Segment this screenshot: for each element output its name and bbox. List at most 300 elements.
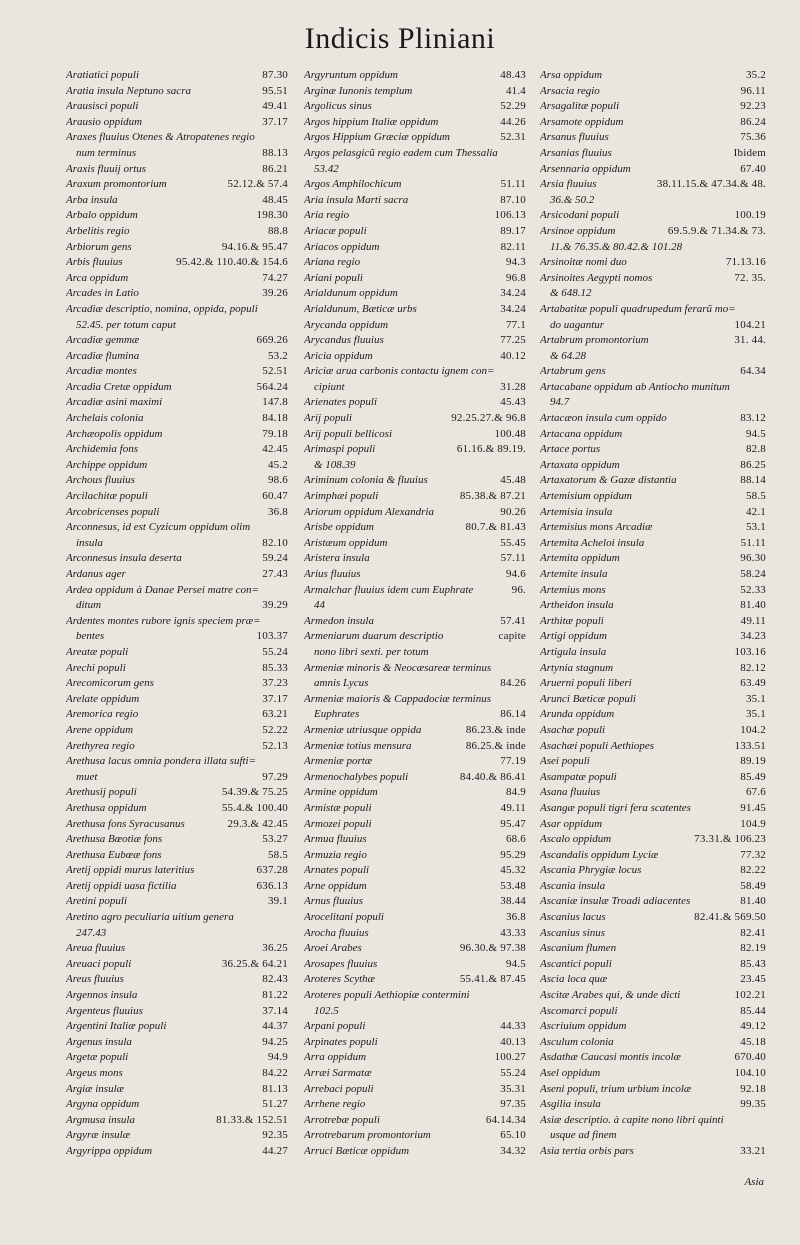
entry-term: Aretino agro peculiaria uitium genera (66, 911, 234, 924)
entry-term: Arsia fluuius (540, 178, 597, 191)
entry-term: Artemite insula (540, 568, 608, 580)
entry-term: bentes (76, 630, 105, 643)
index-entry (540, 692, 766, 708)
index-entry (66, 99, 288, 115)
entry-reference: 106.13 (494, 209, 526, 222)
entry-reference: 71.13.16 (725, 256, 766, 269)
entry-term: & 648.12 (550, 287, 592, 300)
index-entry (304, 614, 526, 630)
entry-reference: 669.26 (256, 334, 288, 347)
entry-reference: 34.24 (500, 302, 526, 315)
entry-reference: 52.29 (500, 100, 526, 113)
entry-term: Artemita Acheloi insula (540, 536, 645, 549)
entry-term: Arræi Sarmatæ (304, 1067, 372, 1079)
entry-term: Artabrum gens (540, 365, 606, 378)
index-entry (304, 894, 526, 910)
index-entry (540, 364, 766, 380)
entry-term: Arne oppidum (304, 879, 367, 892)
index-entry (304, 333, 526, 349)
index-entry (66, 427, 288, 443)
entry-reference: 95.42.& 110.40.& 154.6 (176, 256, 288, 269)
entry-term: Artynia stagnum (540, 661, 614, 674)
entry-term: Artacana oppidum (540, 427, 623, 440)
entry-reference: 74.27 (262, 271, 288, 284)
index-entry (540, 1019, 766, 1035)
index-entry (304, 208, 526, 224)
entry-term: Asia tertia orbis pars (540, 1144, 634, 1157)
index-entry (66, 1004, 288, 1020)
index-entry (540, 240, 766, 256)
index-entry (66, 629, 288, 645)
index-entry (66, 707, 288, 723)
index-entry (66, 1144, 288, 1160)
index-entry (304, 458, 526, 474)
index-entry (540, 1113, 766, 1129)
entry-term: Arbis fluuius (66, 256, 123, 269)
entry-reference: 102.21 (734, 989, 766, 1002)
entry-term: Aremorica regio (66, 708, 139, 721)
entry-term: Asdathæ Caucasi montis incolæ (540, 1051, 681, 1064)
index-entry (304, 193, 526, 209)
index-entry (304, 941, 526, 957)
entry-term: Aratiatici populi (66, 69, 140, 81)
entry-term: Arsanias fluuius (540, 146, 612, 159)
index-entry (540, 645, 766, 661)
entry-term: Armeniæ maioris & Cappadociæ terminus (304, 692, 492, 705)
index-entry (66, 1019, 288, 1035)
entry-reference: 84.22 (262, 1067, 288, 1079)
index-entry (540, 458, 766, 474)
entry-term: Aroteres Scythæ (304, 973, 375, 986)
index-entry (304, 99, 526, 115)
index-entry (304, 442, 526, 458)
index-entry (304, 380, 526, 396)
entry-reference: 52.31 (500, 131, 526, 144)
index-entry (540, 84, 766, 100)
index-entry (304, 411, 526, 427)
index-column-1 (66, 68, 288, 1160)
entry-term: Arij populi (304, 412, 352, 425)
entry-reference: 53.48 (500, 879, 526, 892)
index-entry (304, 349, 526, 365)
entry-reference: 77.1 (505, 318, 526, 331)
entry-term: Areuaci populi (66, 957, 132, 970)
entry-term: Armenochalybes populi (304, 770, 409, 783)
entry-term: Argyruntum oppidum (304, 69, 399, 81)
entry-term: Arcilachitæ populi (66, 490, 148, 503)
index-entry (304, 551, 526, 567)
index-entry (304, 1082, 526, 1098)
entry-reference: 104.2 (740, 723, 766, 736)
entry-reference: 84.40.& 86.41 (459, 770, 526, 783)
index-entry (66, 863, 288, 879)
entry-reference: 89.17 (500, 224, 526, 237)
entry-term: Artigi oppidum (540, 630, 607, 643)
entry-reference: 85.33 (262, 661, 288, 674)
index-entry (66, 1066, 288, 1082)
index-entry (66, 972, 288, 988)
entry-term: Armeniæ totius mensura (304, 739, 412, 752)
index-entry (66, 177, 288, 193)
entry-reference: 75.36 (740, 131, 766, 144)
index-entry (66, 130, 288, 146)
index-entry (540, 598, 766, 614)
entry-reference: 63.49 (740, 677, 766, 690)
index-entry (540, 349, 766, 365)
entry-term: Arsicodani populi (540, 209, 620, 222)
entry-term: Artace portus (540, 443, 601, 456)
entry-term: Arsinoites Aegypti nomos (540, 271, 653, 284)
entry-term: Arcades in Latio (66, 287, 139, 300)
entry-reference: 564.24 (256, 380, 288, 393)
entry-term: Arsanus fluuius (540, 131, 609, 144)
entry-reference: 40.12 (500, 349, 526, 362)
entry-reference: 51.11 (740, 536, 766, 549)
entry-reference: 86.23.& inde (465, 723, 526, 736)
entry-reference: 96.11 (740, 84, 766, 97)
entry-reference: 35.1 (745, 708, 766, 721)
index-entry (304, 146, 526, 162)
index-entry (540, 676, 766, 692)
entry-reference: 85.38.& 87.21 (459, 490, 526, 503)
entry-reference: 94.9 (267, 1051, 288, 1064)
index-entry (304, 1050, 526, 1066)
index-entry (540, 505, 766, 521)
entry-term: & 108.39 (314, 458, 356, 471)
index-entry (66, 1035, 288, 1051)
entry-reference: 94.5 (745, 427, 766, 440)
entry-reference: 36.25.& 64.21 (221, 957, 288, 970)
index-entry (66, 505, 288, 521)
entry-reference: 92.18 (740, 1082, 766, 1095)
index-entry (66, 536, 288, 552)
entry-term: Aretini populi (66, 895, 128, 908)
entry-term: Arca oppidum (66, 271, 129, 284)
entry-reference: 52.12.& 57.4 (227, 178, 288, 191)
entry-term: Arethusij populi (66, 786, 137, 799)
entry-reference: 45.48 (500, 474, 526, 487)
index-entry (304, 676, 526, 692)
entry-reference: 96.30 (740, 552, 766, 565)
index-entry (304, 1128, 526, 1144)
entry-term: Archelais colonia (66, 412, 144, 425)
entry-term: Arra oppidum (304, 1051, 367, 1064)
entry-term: Aseni populi, trium urbium incolæ (540, 1082, 692, 1095)
index-entry (540, 224, 766, 240)
entry-term: amnis Lycus (314, 677, 369, 690)
index-entry (66, 926, 288, 942)
index-entry (304, 598, 526, 614)
index-entry (540, 473, 766, 489)
entry-reference: 55.24 (500, 1067, 526, 1079)
index-entry (540, 1050, 766, 1066)
entry-term: Arsinoe oppidum (540, 224, 616, 237)
entry-reference: 100.48 (494, 427, 526, 440)
entry-reference: 41.4 (505, 84, 526, 97)
index-entry (304, 162, 526, 178)
entry-term: nono libri sexti. per totum (314, 645, 429, 658)
entry-term: Argyrippa oppidum (66, 1144, 153, 1157)
entry-reference: 94.16.& 95.47 (221, 240, 288, 253)
entry-term: Argenus insula (66, 1035, 132, 1048)
entry-reference: 29.3.& 42.45 (227, 817, 288, 830)
entry-reference: 34.32 (500, 1144, 526, 1157)
index-entry (540, 208, 766, 224)
entry-reference: 96.30.& 97.38 (459, 942, 526, 955)
index-entry (540, 1035, 766, 1051)
index-entry (66, 785, 288, 801)
entry-term: Areus fluuius (66, 973, 124, 986)
entry-reference: capite (498, 630, 526, 643)
index-entry (304, 754, 526, 770)
entry-reference: 82.41.& 569.50 (694, 911, 766, 924)
entry-term: Ascanius sinus (540, 926, 606, 939)
entry-term: Artemisium oppidum (540, 490, 632, 503)
entry-term: Euphrates (314, 708, 360, 721)
index-entry (304, 1113, 526, 1129)
index-entry (66, 411, 288, 427)
entry-reference: 100.27 (494, 1051, 526, 1064)
index-entry (304, 1004, 526, 1020)
entry-term: Asampatæ populi (540, 770, 617, 783)
index-entry (304, 988, 526, 1004)
entry-term: Ascanium flumen (540, 942, 617, 955)
index-entry (304, 785, 526, 801)
index-entry (66, 770, 288, 786)
index-entry (66, 255, 288, 271)
entry-reference: 61.16.& 89.19. (456, 443, 526, 456)
entry-term: Armine oppidum (304, 786, 378, 799)
entry-reference: 80.7.& 81.43 (465, 521, 526, 534)
entry-reference: 49.12 (740, 1020, 766, 1033)
entry-reference: 51.27 (262, 1098, 288, 1111)
entry-term: Artabrum promontorium (540, 334, 649, 347)
entry-reference: 147.8 (262, 396, 288, 409)
index-entry (540, 130, 766, 146)
index-entry (540, 785, 766, 801)
entry-reference: 42.1 (745, 505, 766, 518)
entry-reference: 23.45 (740, 973, 766, 986)
entry-reference: 670.40 (734, 1051, 766, 1064)
entry-term: Artabatitæ populi quadrupedum ferarũ mo= (540, 302, 736, 315)
entry-term: Argetæ populi (66, 1051, 129, 1064)
entry-reference: 36.25 (262, 942, 288, 955)
entry-term: Arbelitis regio (66, 224, 130, 237)
entry-reference: 55.45 (500, 536, 526, 549)
entry-reference: 53.1 (745, 521, 766, 534)
index-column-3 (540, 68, 766, 1160)
index-entry (66, 723, 288, 739)
index-entry (66, 801, 288, 817)
entry-term: Ariani populi (304, 271, 363, 284)
entry-term: Arausisci populi (66, 100, 139, 113)
entry-reference: 68.6 (505, 833, 526, 846)
index-entry (66, 598, 288, 614)
entry-term: Arycanda oppidum (304, 318, 389, 331)
entry-reference: 94.3 (505, 256, 526, 269)
entry-term: Argos Hippium Græciæ oppidum (304, 131, 450, 144)
entry-term: Ariciæ arua carbonis contactu ignem con= (304, 365, 495, 378)
entry-reference: 81.40 (740, 599, 766, 612)
index-entry (304, 427, 526, 443)
index-entry (66, 661, 288, 677)
entry-reference: 42.45 (262, 443, 288, 456)
index-entry (540, 146, 766, 162)
entry-term: Argeus mons (66, 1067, 123, 1079)
entry-reference: 60.47 (262, 490, 288, 503)
entry-term: Arelate oppidum (66, 692, 140, 705)
entry-reference: 198.30 (256, 209, 288, 222)
entry-reference: 85.44 (740, 1004, 766, 1017)
entry-reference: 81.33.& 152.51 (216, 1113, 288, 1126)
index-entry (304, 770, 526, 786)
index-entry (540, 536, 766, 552)
entry-reference: 55.24 (262, 645, 288, 658)
entry-term: Armistæ populi (304, 801, 372, 814)
index-entry (540, 879, 766, 895)
index-entry (540, 739, 766, 755)
index-entry (66, 68, 288, 84)
entry-term: Archidemia fons (66, 443, 138, 456)
entry-reference: 52.22 (262, 723, 288, 736)
entry-reference: 45.43 (500, 396, 526, 409)
index-entry (66, 583, 288, 599)
index-entry (304, 848, 526, 864)
entry-term: Arthitæ populi (540, 614, 604, 627)
entry-term: Artheidon insula (540, 599, 614, 612)
entry-term: Arrebaci populi (304, 1082, 374, 1095)
entry-term: Argolicus sinus (304, 100, 372, 113)
entry-reference: 91.45 (740, 801, 766, 814)
entry-term: Armeniarum duarum descriptio (304, 630, 444, 643)
entry-term: 102.5 (314, 1004, 339, 1017)
entry-reference: 43.33 (500, 926, 526, 939)
entry-reference: 88.13 (262, 146, 288, 159)
entry-term: Arnates populi (304, 864, 370, 877)
entry-term: cipiunt (314, 380, 345, 393)
entry-reference: 39.29 (262, 599, 288, 612)
entry-term: 52.45. per totum caput (76, 318, 176, 331)
entry-term: Argentini Italiæ populi (66, 1020, 167, 1033)
index-entry (66, 208, 288, 224)
entry-reference: 82.41 (740, 926, 766, 939)
entry-term: Arnus fluuius (304, 895, 363, 908)
entry-term: Armozei populi (304, 817, 372, 830)
entry-term: Archippe oppidum (66, 458, 148, 471)
entry-term: 36.& 50.2 (550, 193, 595, 206)
entry-term: Aria insula Marti sacra (304, 193, 409, 206)
entry-reference: 33.21 (740, 1144, 766, 1157)
page-title: Indicis Pliniani (304, 22, 496, 55)
index-entry (66, 146, 288, 162)
entry-term: Ascalo oppidum (540, 833, 612, 846)
index-entry (66, 458, 288, 474)
entry-reference: 94.25 (262, 1035, 288, 1048)
index-entry (66, 349, 288, 365)
entry-reference: 88.8 (267, 224, 288, 237)
index-entry (540, 723, 766, 739)
index-entry (304, 661, 526, 677)
index-entry (66, 520, 288, 536)
entry-term: Arechi populi (66, 661, 126, 674)
entry-term: Ascantici populi (540, 957, 612, 970)
entry-term: Ardea oppidum à Danae Persei matre con= (66, 583, 259, 596)
entry-term: Arimaspi populi (304, 443, 376, 456)
entry-reference: 36.8 (505, 911, 526, 924)
entry-reference: 81.40 (740, 895, 766, 908)
index-entry (540, 442, 766, 458)
index-entry (540, 271, 766, 287)
entry-term: Asana fluuius (540, 786, 601, 799)
entry-term: Arsamote oppidum (540, 115, 624, 128)
entry-term: Areua fluuius (66, 942, 126, 955)
index-entry (66, 395, 288, 411)
entry-reference: 37.17 (262, 115, 288, 128)
index-entry (66, 193, 288, 209)
entry-term: Arecomicorum gens (66, 677, 154, 690)
index-entry (540, 520, 766, 536)
entry-reference: 82.8 (745, 443, 766, 456)
index-entry (540, 302, 766, 318)
entry-reference: 95.51 (262, 84, 288, 97)
index-entry (540, 318, 766, 334)
index-entry (66, 318, 288, 334)
entry-term: Arialdunum oppidum (304, 287, 398, 300)
index-entry (304, 536, 526, 552)
index-entry (304, 1066, 526, 1082)
entry-term: Arocha fluuius (304, 926, 369, 939)
index-entry (304, 629, 526, 645)
entry-term: Areatæ populi (66, 645, 129, 658)
index-entry (304, 364, 526, 380)
entry-reference: 59.24 (262, 552, 288, 565)
index-entry (540, 770, 766, 786)
index-entry (540, 489, 766, 505)
index-entry (540, 1082, 766, 1098)
entry-term: Argmusa insula (66, 1113, 135, 1126)
entry-reference: 103.37 (256, 630, 288, 643)
entry-term: Asachæi populi Aethiopes (540, 739, 655, 752)
entry-term: 247.43 (76, 926, 107, 939)
entry-term: Arethusa oppidum (66, 801, 147, 814)
entry-term: Aristera insula (304, 552, 370, 565)
entry-term: Artemisius mons Arcadiæ (540, 521, 653, 534)
index-entry (66, 162, 288, 178)
entry-term: Artemita oppidum (540, 552, 620, 565)
index-entry (66, 442, 288, 458)
index-entry (66, 1113, 288, 1129)
entry-reference: 82.19 (740, 942, 766, 955)
entry-term: Arethusa Eubœæ fons (66, 848, 162, 861)
entry-term: Arimphæi populi (304, 490, 379, 503)
entry-term: Armua fluuius (304, 833, 367, 846)
entry-reference: 87.10 (500, 193, 526, 206)
entry-term: Aria regio (304, 209, 350, 222)
entry-reference: 87.30 (262, 69, 288, 81)
entry-reference: 55.4.& 100.40 (221, 801, 288, 814)
index-entry (304, 271, 526, 287)
index-entry (66, 115, 288, 131)
index-entry (540, 333, 766, 349)
entry-term: Arcobricenses populi (66, 505, 160, 518)
index-entry (540, 754, 766, 770)
entry-term: Ascia loca quæ (540, 973, 608, 986)
entry-term: Araxum promontorium (66, 178, 167, 191)
entry-reference: 64.34 (740, 365, 766, 378)
index-entry (304, 926, 526, 942)
index-entry (540, 1144, 766, 1160)
index-entry (66, 489, 288, 505)
